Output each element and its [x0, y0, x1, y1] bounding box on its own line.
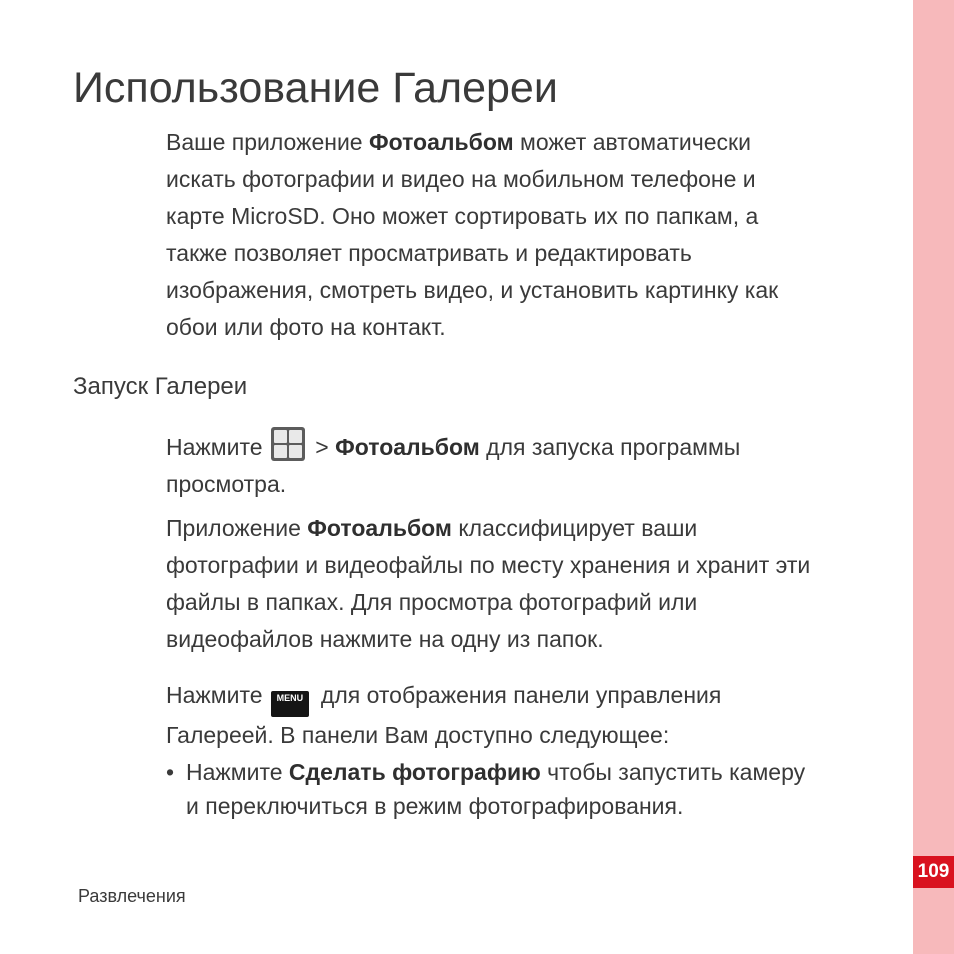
launch-text: Нажмите [166, 434, 269, 460]
menu-paragraph [166, 677, 721, 754]
intro-paragraph [166, 124, 778, 346]
intro-line [166, 124, 778, 161]
launch-line: просмотра. [166, 471, 287, 497]
intro-text: может автоматически [513, 129, 751, 155]
intro-line: также позволяет просматривать и редактировать [166, 240, 692, 266]
bullet-line: и переключиться в режим фотографирования. [186, 793, 684, 819]
footer-section-label: Развлечения [78, 886, 186, 906]
classify-text: классифицирует ваши [451, 515, 698, 541]
classify-text: Приложение [166, 515, 308, 541]
apps-grid-icon [271, 427, 305, 461]
intro-line: изображения, смотреть видео, и установить картинку как [166, 277, 779, 303]
menu-text: Нажмите [166, 682, 269, 708]
menu-key-icon: MENU [271, 691, 309, 717]
classify-line [166, 510, 810, 547]
classify-line: фотографии и видеофайлы по месту хранения и хранит эти [166, 552, 811, 578]
classify-paragraph [166, 510, 810, 658]
classify-line: видеофайлов нажмите на одну из папок. [166, 626, 604, 652]
section-heading: Запуск Галереи [73, 373, 248, 400]
action-name-bold: Сделать фотографию [288, 759, 541, 785]
launch-separator: > [308, 434, 336, 460]
intro-line: обои или фото на контакт. [166, 314, 446, 340]
launch-text: для запуска программы [479, 434, 741, 460]
intro-text: Ваше приложение [166, 129, 369, 155]
launch-instruction [166, 427, 740, 503]
app-name-bold: Фотоальбом [307, 515, 452, 541]
page-title: Использование Галереи [73, 64, 558, 112]
menu-line: Галереей. В панели Вам доступно следующее: [166, 722, 670, 748]
page-number-badge: 109 [913, 856, 954, 888]
bullet-body [186, 755, 805, 823]
menu-line [166, 677, 721, 717]
intro-line: карте MicroSD. Оно может сортировать их по папкам, а [166, 203, 759, 229]
bullet-text: Нажмите [186, 759, 289, 785]
intro-line: искать фотографии и видео на мобильном телефоне и [166, 166, 756, 192]
bullet-marker: • [166, 759, 175, 785]
menu-text: для отображения панели управления [320, 682, 722, 708]
app-name-bold: Фотоальбом [368, 129, 514, 155]
classify-line: файлы в папках. Для просмотра фотографий или [166, 589, 698, 615]
bullet-line [186, 755, 805, 789]
app-name-bold: Фотоальбом [335, 434, 480, 460]
launch-line [166, 427, 740, 466]
bullet-text: чтобы запустить камеру [540, 759, 806, 785]
side-margin-band [913, 0, 954, 954]
